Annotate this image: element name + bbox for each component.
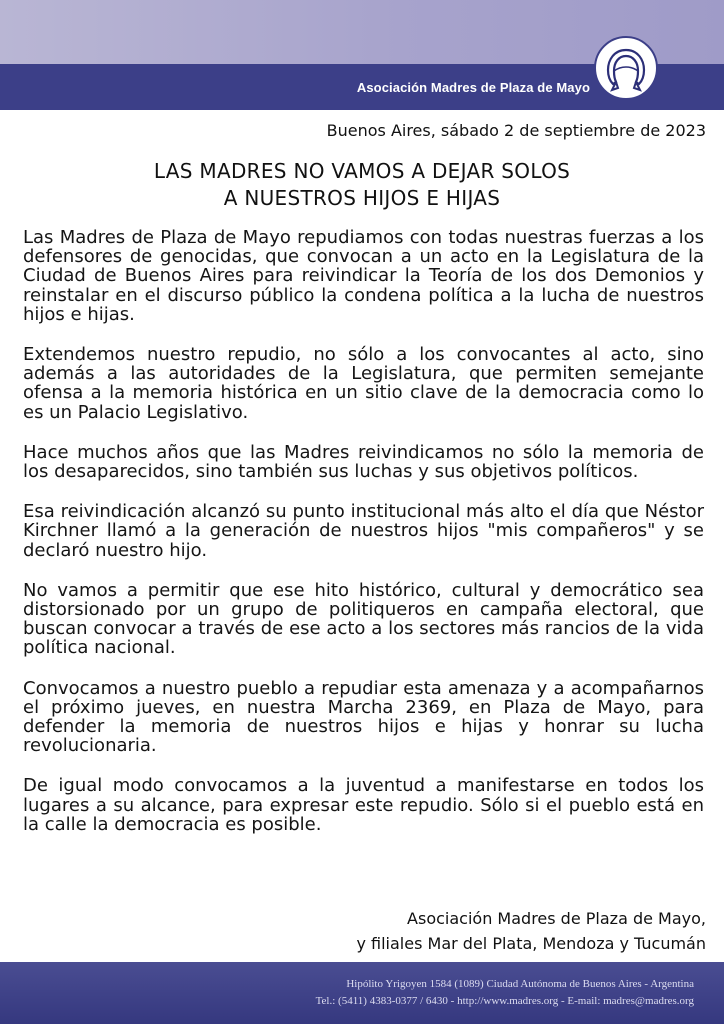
title-line-1: LAS MADRES NO VAMOS A DEJAR SOLOS [153,159,571,183]
org-name: Asociación Madres de Plaza de Mayo [356,80,590,95]
footer-address: Hipólito Yrigoyen 1584 (1089) Ciudad Autónoma de Buenos Aires - Argentina [346,978,694,990]
footer-text [316,976,694,1010]
paragraph: De igual modo convocamos a la juventud a manifestarse en todos los lugares a su alcance, para expresar este repudio. Sólo si el pueblo está en la calle la democracia es posible. [23,775,704,835]
paragraph: Convocamos a nuestro pueblo a repudiar esta amenaza y a acompañarnos el próximo jueves, en nuestra Marcha 2369, en Plaza de Mayo, para defender la memoria de nuestros hijos e hijas y honrar su lucha revolucionaria. [23,677,704,757]
signature [356,906,706,956]
paragraph: No vamos a permitir que ese hito histórico, cultural y democrático sea distorsionado por un grupo de politiqueros en campaña electoral, que buscan convocar a través de ese acto a los sectores más rancios de la vida política nacional. [23,579,704,659]
paragraph: Hace muchos años que las Madres reivindicamos no sólo la memoria de los desaparecidos, sino también sus luchas y sus objetivos políticos. [23,441,704,483]
letter-date: Buenos Aires, sábado 2 de septiembre de 2023 [326,121,706,140]
paragraph: Esa reivindicación alcanzó su punto institucional más alto el día que Néstor Kirchner llamó a la generación de nuestros hijos "mis compañeros" y se declaró nuestro hijo. [23,501,704,561]
paragraph: Extendemos nuestro repudio, no sólo a los convocantes al acto, sino además a las autoridades de la Legislatura, que permiten semejante ofensa a la memoria histórica en un sitio clave de la democracia como lo es un Palacio Legislativo. [23,344,704,423]
signature-line-2: y filiales Mar del Plata, Mendoza y Tucumán [356,934,706,953]
paragraph: Las Madres de Plaza de Mayo repudiamos con todas nuestras fuerzas a los defensores de genocidas, que convocan a un acto en la Legislatura de la Ciudad de Buenos Aires para reivindicar la Teoría de los dos Demonios y reinstalar en el discurso público la condena política a la lucha de nuestros hijos e hijas. [23,227,704,325]
letter-body [23,228,704,855]
footer-contact: Tel.: (5411) 4383-0377 / 6430 - http://www.madres.org - E-mail: madres@madres.org [315,995,694,1007]
signature-line-1: Asociación Madres de Plaza de Mayo, [407,909,706,928]
white-headscarf-icon [594,36,658,100]
title-line-2: A NUESTROS HIJOS E HIJAS [223,186,501,210]
